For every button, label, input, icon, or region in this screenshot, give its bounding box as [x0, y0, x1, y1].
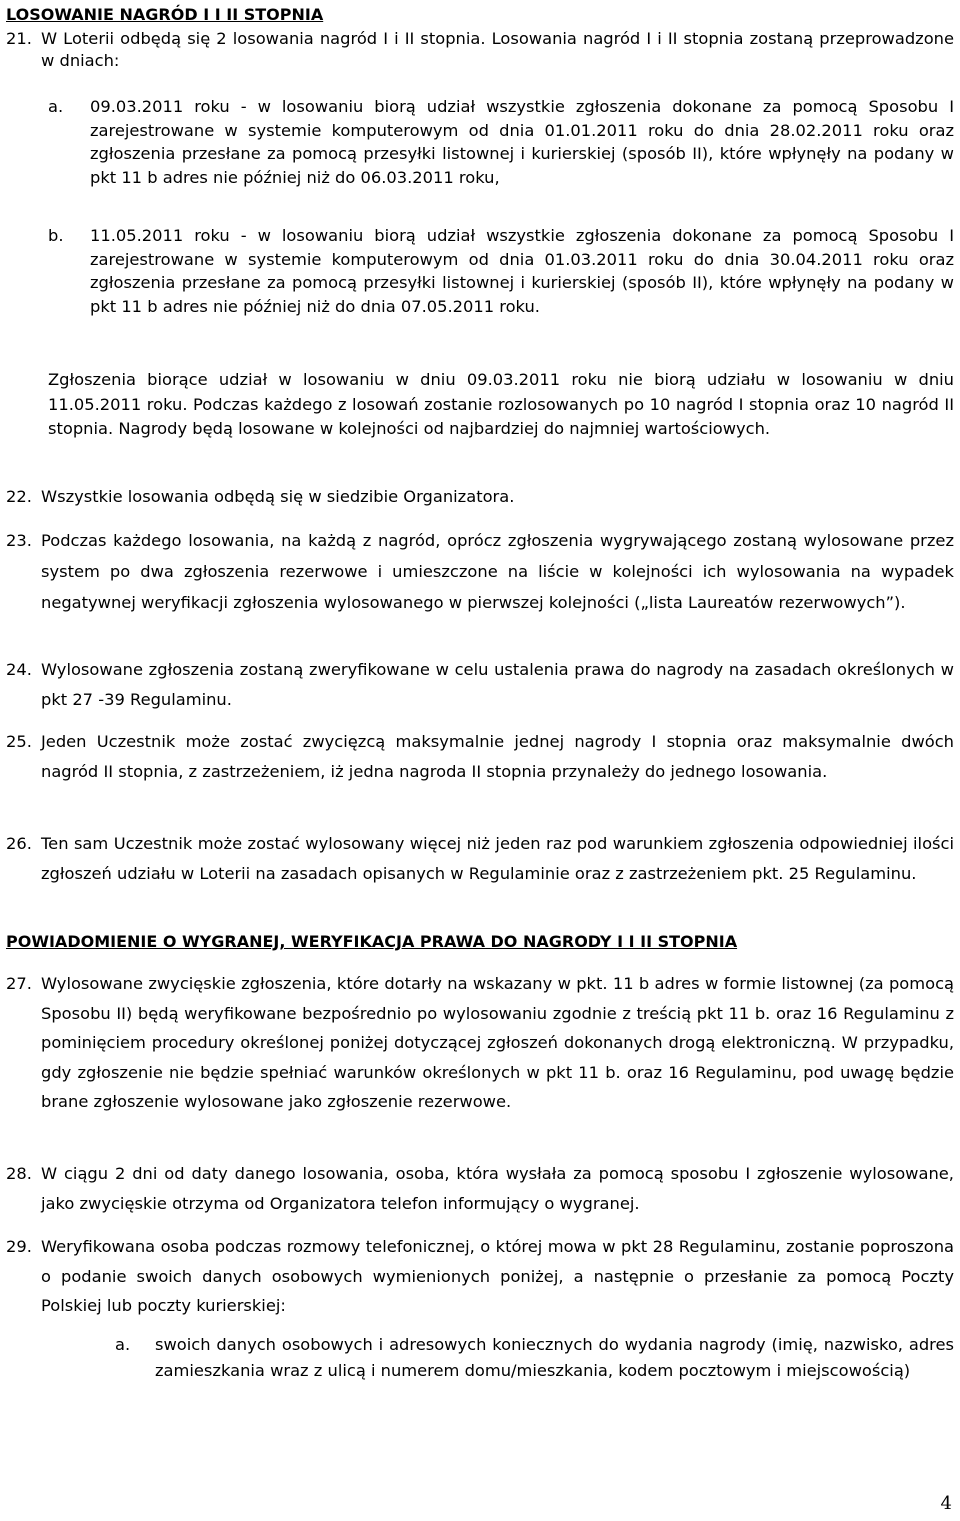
list-marker: a.: [115, 1335, 131, 1354]
paragraph-number: 23.: [6, 531, 32, 550]
paragraph-text: Podczas każdego losowania, na każdą z nagród, oprócz zgłoszenia wygrywającego zostaną wylosowane przez system po dwa zgłoszenia rezerwowe i umieszczone na liście w kolejności ich wylosowania na wypadek negatywnej weryfikacji zgłoszenia wylosowanego w pierwszej kolejności („lista Laureatów rezerwowych”).: [41, 531, 954, 612]
paragraph-text: Jeden Uczestnik może zostać zwycięzcą maksymalnie jednej nagrody I stopnia oraz maksymalnie dwóch nagród II stopnia, z zastrzeżeniem, iż jedna nagroda II stopnia przynależy do jednego losowania.: [41, 732, 954, 781]
list-marker: b.: [48, 226, 64, 245]
list-item-text: 09.03.2011 roku - w losowaniu biorą udział wszystkie zgłoszenia dokonane za pomocą Sposobu I zarejestrowane w systemie komputerowym od dnia 01.01.2011 roku do dnia 28.02.2011 roku oraz zgłoszenia przesłane za pomocą przesyłki listownej i kurierskiej (sposób II), które wpłynęły na podany w pkt 11 b adres nie później niż do 06.03.2011 roku,: [90, 97, 954, 187]
paragraph-text: Wylosowane zgłoszenia zostaną zweryfikowane w celu ustalenia prawa do nagrody na zasadach określonych w pkt 27 -39 Regulaminu.: [41, 660, 954, 709]
paragraph-22: [6, 485, 954, 509]
section-heading-verification: POWIADOMIENIE O WYGRANEJ, WERYFIKACJA PRAWA DO NAGRODY I I II STOPNIA: [6, 932, 738, 951]
paragraph-number: 22.: [6, 487, 32, 506]
list-item-text: 11.05.2011 roku - w losowaniu biorą udział wszystkie zgłoszenia dokonane za pomocą Sposobu I zarejestrowane w systemie komputerowym od dnia 01.03.2011 roku do dnia 30.04.2011 roku oraz zgłoszenia przesłane za pomocą przesyłki listownej i kurierskiej (sposób II), które wpłynęły na podany w pkt 11 b adres nie później niż do dnia 07.05.2011 roku.: [90, 226, 954, 316]
list-item-21a: [48, 95, 954, 189]
paragraph-text: W Loterii odbędą się 2 losowania nagród I i II stopnia. Losowania nagród I i II stopnia zostaną przeprowadzone w dniach:: [41, 29, 954, 70]
paragraph-25: [6, 727, 954, 787]
paragraph-21-note: [48, 368, 954, 442]
section-heading-draws: LOSOWANIE NAGRÓD I I II STOPNIA: [6, 5, 324, 24]
paragraph-number: 26.: [6, 834, 32, 853]
paragraph-21: [6, 28, 954, 71]
list-marker: a.: [48, 97, 64, 116]
paragraph-number: 29.: [6, 1237, 32, 1256]
list-item-21b: [48, 224, 954, 318]
page-number: 4: [940, 1493, 952, 1514]
paragraph-number: 27.: [6, 974, 32, 993]
paragraph-23: [6, 525, 954, 618]
paragraph-number: 21.: [6, 29, 32, 48]
paragraph-28: [6, 1159, 954, 1219]
paragraph-number: 28.: [6, 1164, 32, 1183]
list-item-29a: [115, 1332, 954, 1384]
paragraph-number: 24.: [6, 660, 32, 679]
paragraph-text: Ten sam Uczestnik może zostać wylosowany więcej niż jeden raz pod warunkiem zgłoszenia odpowiedniej ilości zgłoszeń udziału w Loterii na zasadach opisanych w Regulaminie oraz z zastrzeżeniem pkt. 25 Regulaminu.: [41, 834, 954, 883]
paragraph-number: 25.: [6, 732, 32, 751]
paragraph-text: Zgłoszenia biorące udział w losowaniu w dniu 09.03.2011 roku nie biorą udziału w losowaniu w dniu 11.05.2011 roku. Podczas każdego z losowań zostanie rozlosowanych po 10 nagród I stopnia oraz 10 nagród II stopnia. Nagrody będą losowane w kolejności od najbardziej do najmniej wartościowych.: [48, 370, 954, 438]
paragraph-26: [6, 829, 954, 889]
paragraph-text: W ciągu 2 dni od daty danego losowania, osoba, która wysłała za pomocą sposobu I zgłoszenie wylosowane, jako zwycięskie otrzyma od Organizatora telefon informujący o wygranej.: [41, 1164, 954, 1213]
list-item-text: swoich danych osobowych i adresowych koniecznych do wydania nagrody (imię, nazwisko, adres zamieszkania wraz z ulicą i numerem domu/mieszkania, kodem pocztowym i miejscowością): [155, 1335, 954, 1380]
paragraph-24: [6, 655, 954, 715]
paragraph-text: Wszystkie losowania odbędą się w siedzibie Organizatora.: [41, 487, 515, 506]
paragraph-27: [6, 969, 954, 1117]
paragraph-text: Weryfikowana osoba podczas rozmowy telefonicznej, o której mowa w pkt 28 Regulaminu, zostanie poproszona o podanie swoich danych osobowych wymienionych poniżej, a następnie o przesłanie za pomocą Poczty Polskiej lub poczty kurierskiej:: [41, 1237, 954, 1315]
paragraph-text: Wylosowane zwycięskie zgłoszenia, które dotarły na wskazany w pkt. 11 b adres w formie listownej (za pomocą Sposobu II) będą weryfikowane bezpośrednio po wylosowaniu zgodnie z treścią pkt 11 b. oraz 16 Regulaminu z pominięciem procedury określonej poniżej dotyczącej zgłoszeń dokonanych drogą elektroniczną. W przypadku, gdy zgłoszenie nie będzie spełniać warunków określonych w pkt 11 b. oraz 16 Regulaminu, pod uwagę będzie brane zgłoszenie wylosowane jako zgłoszenie rezerwowe.: [41, 974, 954, 1111]
paragraph-29: [6, 1232, 954, 1321]
